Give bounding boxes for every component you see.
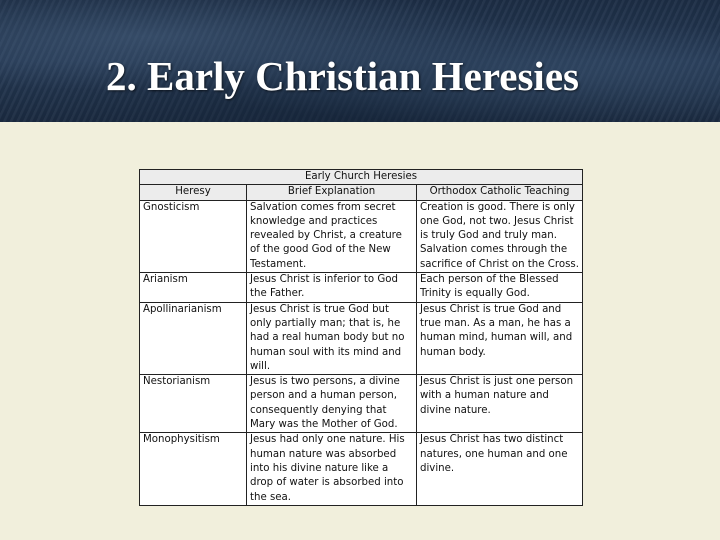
explanation-cell: Salvation comes from secret knowledge and practices revealed by Christ, a creature of the good God of the New Testament.: [247, 200, 417, 272]
table-row: [140, 200, 583, 272]
column-header-explanation: Brief Explanation: [247, 185, 417, 200]
column-header-heresy: Heresy: [140, 185, 247, 200]
explanation-cell: Jesus had only one nature. His human nature was absorbed into his divine nature like a drop of water is absorbed into the sea.: [247, 433, 417, 505]
explanation-cell: Jesus is two persons, a divine person and a human person, consequently denying that Mary was the Mother of God.: [247, 375, 417, 433]
title-banner: [0, 0, 720, 122]
table-row: [140, 375, 583, 433]
table-row: [140, 273, 583, 303]
column-header-teaching: Orthodox Catholic Teaching: [417, 185, 583, 200]
heresies-table: [139, 169, 583, 506]
table-caption: Early Church Heresies: [140, 170, 583, 185]
table-header-row: [140, 185, 583, 200]
slide-title: 2. Early Christian Heresies: [106, 53, 579, 99]
teaching-cell: Jesus Christ is true God and true man. As a man, he has a human mind, human will, and human body.: [417, 302, 583, 374]
teaching-cell: Jesus Christ has two distinct natures, one human and one divine.: [417, 433, 583, 505]
heresy-cell: Gnosticism: [140, 200, 247, 272]
heresy-cell: Nestorianism: [140, 375, 247, 433]
heresies-table-image: [139, 169, 582, 506]
table-row: [140, 302, 583, 374]
heresy-cell: Arianism: [140, 273, 247, 303]
teaching-cell: Jesus Christ is just one person with a human nature and divine nature.: [417, 375, 583, 433]
heresy-cell: Monophysitism: [140, 433, 247, 505]
teaching-cell: Each person of the Blessed Trinity is equally God.: [417, 273, 583, 303]
table-row: [140, 433, 583, 505]
heresy-cell: Apollinarianism: [140, 302, 247, 374]
teaching-cell: Creation is good. There is only one God, not two. Jesus Christ is truly God and truly man. Salvation comes through the sacrifice of Christ on the Cross.: [417, 200, 583, 272]
table-caption-row: [140, 170, 583, 185]
explanation-cell: Jesus Christ is inferior to God the Father.: [247, 273, 417, 303]
explanation-cell: Jesus Christ is true God but only partially man; that is, he had a real human body but no human soul with its mind and will.: [247, 302, 417, 374]
